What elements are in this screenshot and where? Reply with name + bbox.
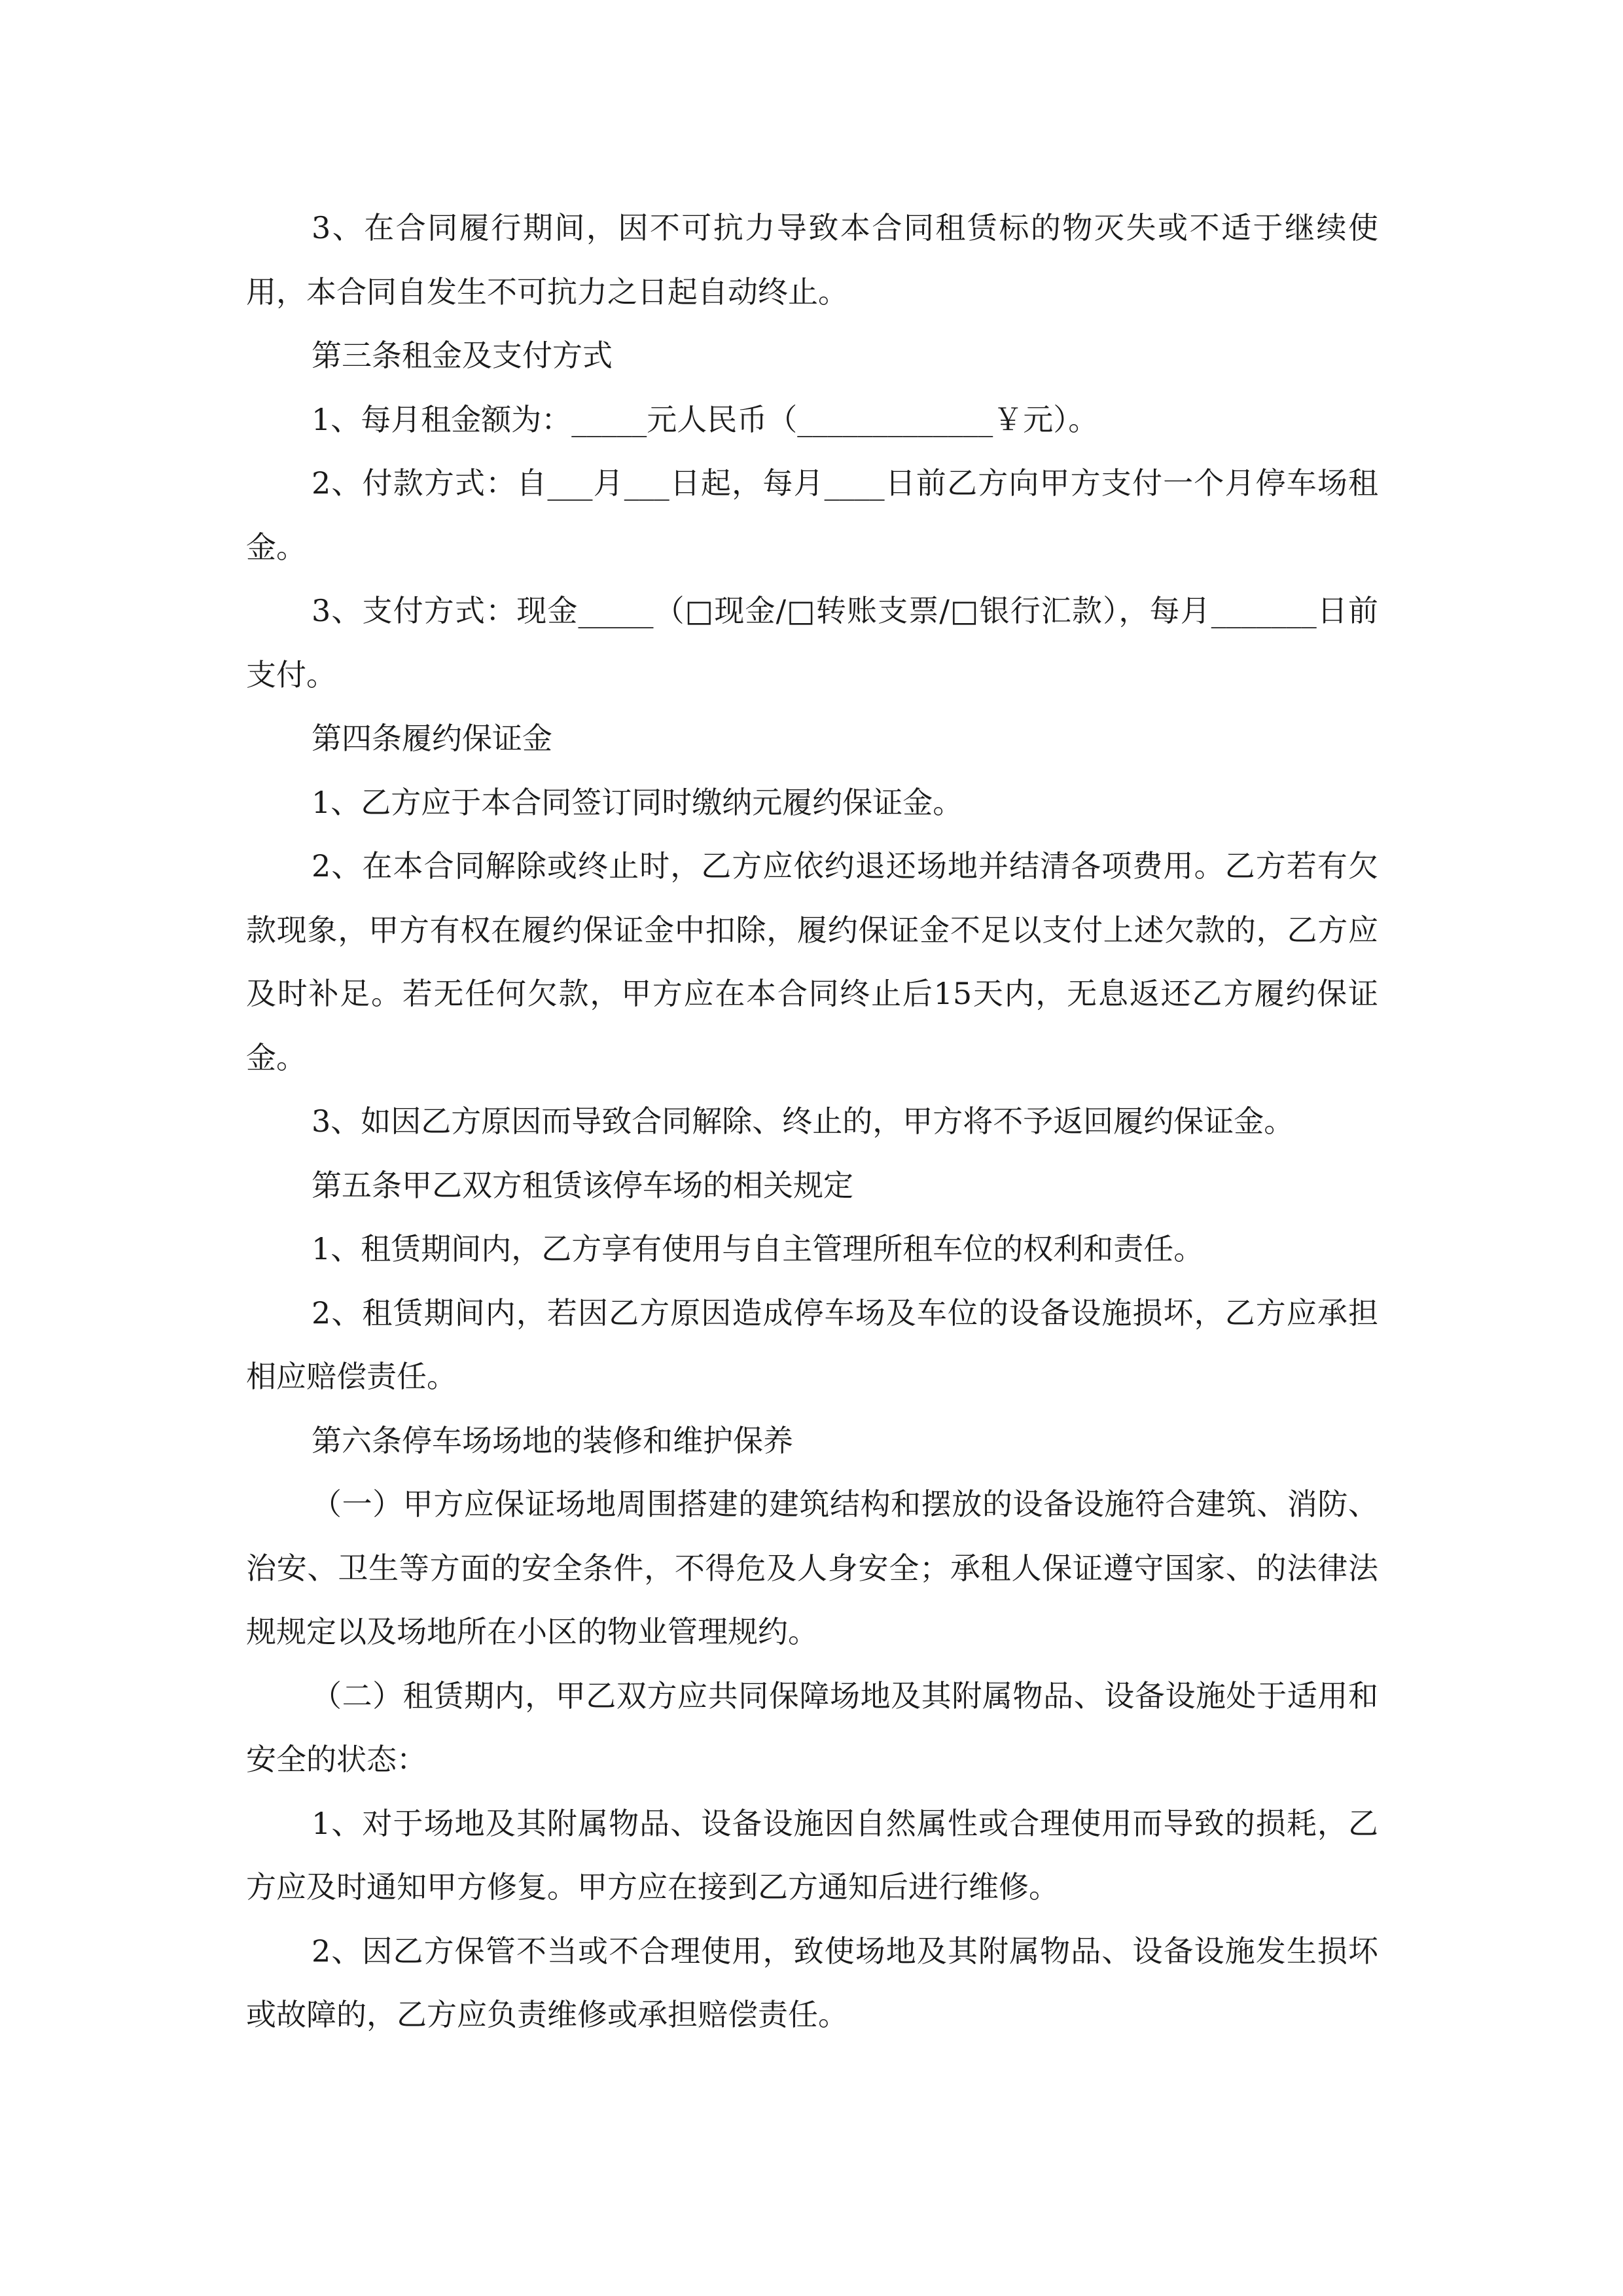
paragraph-deposit-payment: 1、乙方应于本合同签订同时缴纳元履约保证金。	[312, 784, 963, 820]
paragraph-payment-method: 3、支付方式：现金_____（□现金/□转账支票/□银行汇款），每月_______日前支付。	[246, 593, 1378, 692]
heading-article-5: 第五条甲乙双方租赁该停车场的相关规定	[312, 1167, 853, 1203]
document-body	[246, 196, 1378, 2047]
paragraph-natural-wear: 1、对于场地及其附属物品、设备设施因自然属性或合理使用而导致的损耗，乙方应及时通知甲方修复。甲方应在接到乙方通知后进行维修。	[246, 1805, 1378, 1905]
paragraph-safety-conditions: （一）甲方应保证场地周围搭建的建筑结构和摆放的设备设施符合建筑、消防、治安、卫生等方面的安全条件，不得危及人身安全；承租人保证遵守国家、的法律法规规定以及场地所在小区的物业管理规约。	[246, 1486, 1378, 1649]
paragraph-payment-terms: 2、付款方式：自___月___日起，每月____日前乙方向甲方支付一个月停车场租金。	[246, 465, 1378, 565]
heading-article-3: 第三条租金及支付方式	[312, 338, 613, 373]
heading-article-4: 第四条履约保证金	[312, 721, 552, 756]
paragraph-lessee-liability: 2、租赁期间内，若因乙方原因造成停车场及车位的设备设施损坏，乙方应承担相应赔偿责任。	[246, 1295, 1378, 1394]
paragraph-deposit-forfeit: 3、如因乙方原因而导致合同解除、终止的，甲方将不予返回履约保证金。	[312, 1103, 1294, 1139]
paragraph-lessee-rights: 1、租赁期间内，乙方享有使用与自主管理所租车位的权利和责任。	[312, 1231, 1204, 1266]
paragraph-joint-maintenance: （二）租赁期内，甲乙双方应共同保障场地及其附属物品、设备设施处于适用和安全的状态：	[246, 1677, 1378, 1777]
paragraph-damage-liability: 2、因乙方保管不当或不合理使用，致使场地及其附属物品、设备设施发生损坏或故障的，乙方应负责维修或承担赔偿责任。	[246, 1933, 1378, 2032]
paragraph-deposit-settlement: 2、在本合同解除或终止时，乙方应依约退还场地并结清各项费用。乙方若有欠款现象，甲方有权在履约保证金中扣除，履约保证金不足以支付上述欠款的，乙方应及时补足。若无任何欠款，甲方应在本合同终止后15天内，无息返还乙方履约保证金。	[246, 848, 1378, 1075]
paragraph-monthly-rent: 1、每月租金额为：_____元人民币（_____________￥元）。	[312, 401, 1099, 437]
heading-article-6: 第六条停车场场地的装修和维护保养	[312, 1422, 793, 1458]
paragraph-force-majeure: 3、在合同履行期间，因不可抗力导致本合同租赁标的物灭失或不适于继续使用，本合同自发生不可抗力之日起自动终止。	[246, 210, 1378, 310]
